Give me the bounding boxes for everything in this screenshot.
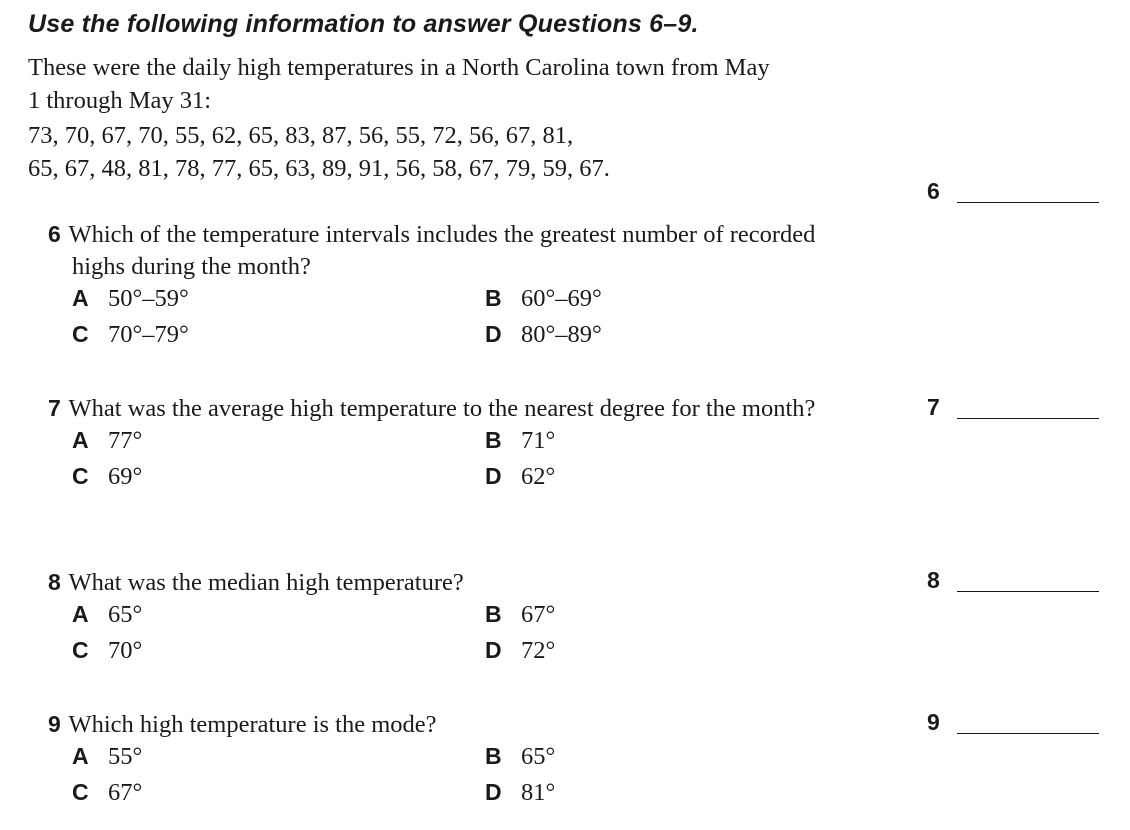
question-text	[48, 218, 848, 283]
answer-slot-7	[927, 394, 1099, 426]
answer-choices	[48, 427, 848, 499]
choice-d[interactable]	[485, 321, 602, 349]
answer-slot-number: 9	[927, 709, 940, 735]
choice-letter: D	[485, 321, 502, 347]
choice-letter: D	[485, 637, 502, 663]
choice-letter: A	[72, 601, 89, 627]
answer-slot-6	[927, 178, 1099, 210]
answer-blank-8[interactable]	[957, 591, 1099, 592]
choice-text: 71°	[521, 427, 556, 454]
question-8	[48, 566, 848, 673]
choice-letter: A	[72, 285, 89, 311]
question-number: 8	[48, 569, 61, 595]
choice-text: 67°	[521, 601, 556, 628]
choice-text: 65°	[108, 601, 143, 628]
choice-letter: C	[72, 779, 89, 805]
choice-c[interactable]	[72, 637, 142, 665]
question-text	[48, 392, 848, 425]
choice-b[interactable]	[485, 743, 555, 771]
choice-letter: B	[485, 285, 502, 311]
choice-text: 50°–59°	[108, 285, 189, 312]
choice-text: 67°	[108, 779, 143, 806]
choice-a[interactable]	[72, 743, 142, 771]
answer-choices	[48, 285, 848, 357]
question-prompt: What was the average high temperature to the nearest degree for the month?	[68, 395, 816, 422]
choice-d[interactable]	[485, 779, 555, 807]
answer-blank-6[interactable]	[957, 202, 1099, 203]
question-9	[48, 708, 848, 815]
choice-letter: B	[485, 743, 502, 769]
question-number: 9	[48, 711, 61, 737]
choice-text: 80°–89°	[521, 321, 602, 348]
choice-d[interactable]	[485, 463, 555, 491]
question-prompt: Which high temperature is the mode?	[68, 711, 437, 738]
question-prompt: Which of the temperature intervals includes the greatest number of recorded highs during the month?	[68, 221, 816, 280]
question-text	[48, 708, 848, 741]
question-text	[48, 566, 848, 599]
temperature-data-line-2: 65, 67, 48, 81, 78, 77, 65, 63, 89, 91, 56, 58, 67, 79, 59, 67.	[28, 155, 610, 182]
answer-blank-7[interactable]	[957, 418, 1099, 419]
choice-text: 60°–69°	[521, 285, 602, 312]
choice-b[interactable]	[485, 427, 555, 455]
choice-b[interactable]	[485, 601, 555, 629]
answer-blank-9[interactable]	[957, 733, 1099, 734]
choice-text: 69°	[108, 463, 143, 490]
choice-text: 70°	[108, 637, 143, 664]
choice-b[interactable]	[485, 285, 602, 313]
choice-letter: C	[72, 637, 89, 663]
answer-choices	[48, 601, 848, 673]
choice-text: 62°	[521, 463, 556, 490]
choice-text: 55°	[108, 743, 143, 770]
question-7	[48, 392, 848, 499]
choice-text: 72°	[521, 637, 556, 664]
choice-letter: C	[72, 321, 89, 347]
intro-text	[28, 51, 878, 117]
choice-a[interactable]	[72, 285, 189, 313]
choice-text: 77°	[108, 427, 143, 454]
answer-slot-9	[927, 709, 1099, 741]
answer-slot-number: 6	[927, 178, 940, 204]
choice-c[interactable]	[72, 321, 189, 349]
choice-d[interactable]	[485, 637, 555, 665]
choice-text: 70°–79°	[108, 321, 189, 348]
section-heading: Use the following information to answer Questions 6–9.	[28, 10, 699, 38]
choice-text: 81°	[521, 779, 556, 806]
choice-letter: D	[485, 779, 502, 805]
choice-letter: A	[72, 427, 89, 453]
question-6	[48, 218, 848, 357]
intro-line-1: These were the daily high temperatures in a North Carolina town from May	[28, 54, 770, 81]
choice-text: 65°	[521, 743, 556, 770]
answer-slot-number: 8	[927, 567, 940, 593]
choice-letter: C	[72, 463, 89, 489]
answer-slot-8	[927, 567, 1099, 599]
choice-letter: D	[485, 463, 502, 489]
choice-c[interactable]	[72, 779, 142, 807]
intro-line-2: 1 through May 31:	[28, 87, 212, 114]
choice-a[interactable]	[72, 601, 142, 629]
question-number: 7	[48, 395, 61, 421]
choice-letter: B	[485, 427, 502, 453]
choice-a[interactable]	[72, 427, 142, 455]
answer-slot-number: 7	[927, 394, 940, 420]
question-prompt: What was the median high temperature?	[68, 569, 464, 596]
answer-choices	[48, 743, 848, 815]
choice-c[interactable]	[72, 463, 142, 491]
temperature-data-line-1: 73, 70, 67, 70, 55, 62, 65, 83, 87, 56, 55, 72, 56, 67, 81,	[28, 122, 574, 149]
question-number: 6	[48, 221, 61, 247]
choice-letter: B	[485, 601, 502, 627]
choice-letter: A	[72, 743, 89, 769]
